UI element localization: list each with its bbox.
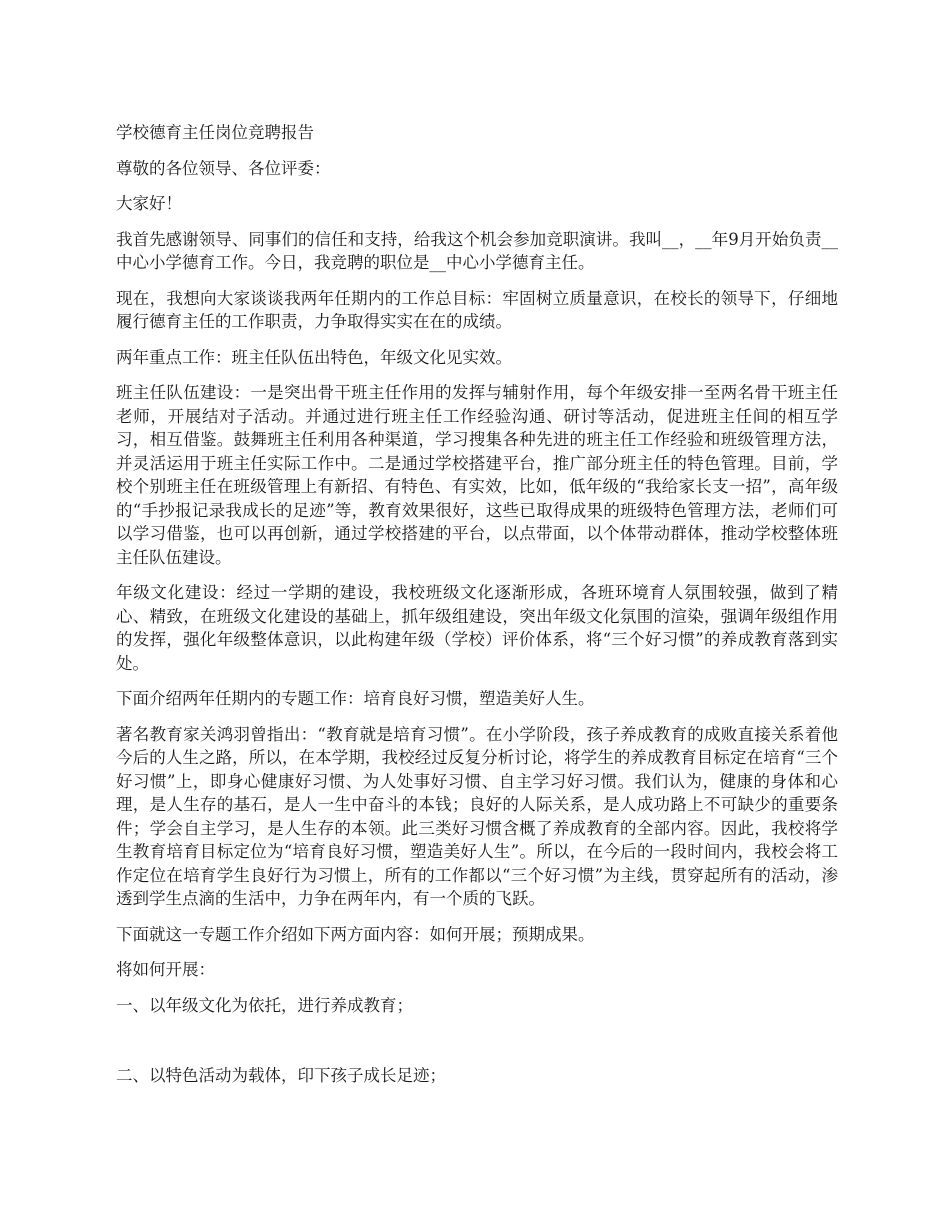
paragraph-grade-culture: 年级文化建设：经过一学期的建设，我校班级文化逐渐形成，各班环境育人氛围较强，做到了精心、精致，在班级文化建设的基础上，抓年级组建设，突出年级文化氛围的渲染，强调年级组作用的发挥，强化年级整体意识，以此构建年级（学校）评价体系，将“三个好习惯”的养成教育落到实处。 — [116, 583, 838, 673]
document-page — [116, 121, 838, 1100]
paragraph-special-topic: 下面介绍两年任期内的专题工作：培育良好习惯，塑造美好人生。 — [116, 689, 595, 708]
paragraph-how-to: 将如何开展： — [116, 960, 215, 979]
paragraph-introduction: 我首先感谢领导、同事们的信任和支持，给我这个机会参加竞职演讲。我叫__，__年9月开始负责__中心小学德育工作。今日，我竞聘的职位是__中心小学德育主任。 — [116, 229, 838, 272]
paragraph-good-habits: 著名教育家关鸿羽曾指出：“教育就是培育习惯”。在小学阶段，孩子养成教育的成败直接关系着他今后的人生之路，所以，在本学期，我校经过反复分析讨论，将学生的养成教育目标定在培育“三个好习惯”上，即身心健康好习惯、为人处事好习惯、自主学习好习惯。我们认为，健康的身体和心理，是人生存的基石，是人一生中奋斗的本钱；良好的人际关系，是人成功路上不可缺少的重要条件；学会自主学习，是人生存的本领。此三类好习惯含概了养成教育的全部内容。因此，我校将学生教育培育目标定位为“培育良好习惯，塑造美好人生”。所以，在今后的一段时间内，我校会将工作定位在培育学生良好行为习惯上，所有的工作都以“三个好习惯”为主线，贯穿起所有的活动，渗透到学生点滴的生活中，力争在两年内，有一个质的飞跃。 — [116, 724, 838, 908]
salutation: 尊敬的各位领导、各位评委： — [116, 158, 331, 178]
paragraph-overall-goal: 现在，我想向大家谈谈我两年任期内的工作总目标：牢固树立质量意识，在校长的领导下，仔细地履行德育主任的工作职责，力争取得实实在在的成绩。 — [116, 288, 838, 331]
paragraph-key-work: 两年重点工作：班主任队伍出特色，年级文化见实效。 — [116, 347, 512, 367]
paragraph-topic-outline: 下面就这一专题工作介绍如下两方面内容：如何开展；预期成果。 — [116, 924, 595, 944]
list-item-first: 一、以年级文化为依托，进行养成教育； — [116, 995, 413, 1015]
list-item-second: 二、以特色活动为载体，印下孩子成长足迹； — [116, 1066, 446, 1085]
greeting: 大家好！ — [116, 194, 182, 213]
paragraph-teacher-team: 班主任队伍建设：一是突出骨干班主任作用的发挥与辅射作用，每个年级安排一至两名骨干班主任老师，开展结对子活动。并通过进行班主任工作经验沟通、研讨等活动，促进班主任间的相互学习，相互借鉴。鼓舞班主任利用各种渠道，学习搜集各种先进的班主任工作经验和班级管理方法，并灵活运用于班主任实际工作中。二是通过学校搭建平台，推广部分班主任的特色管理。目前，学校个别班主任在班级管理上有新招、有特色、有实效，比如，低年级的“我给家长支一招”，高年级的“手抄报记录我成长的足迹”等，教育效果很好，这些已取得成果的班级特色管理方法，老师们可以学习借鉴，也可以再创新，通过学校搭建的平台，以点带面，以个体带动群体，推动学校整体班主任队伍建设。 — [116, 383, 838, 567]
document-title: 学校德育主任岗位竞聘报告 — [116, 123, 314, 142]
